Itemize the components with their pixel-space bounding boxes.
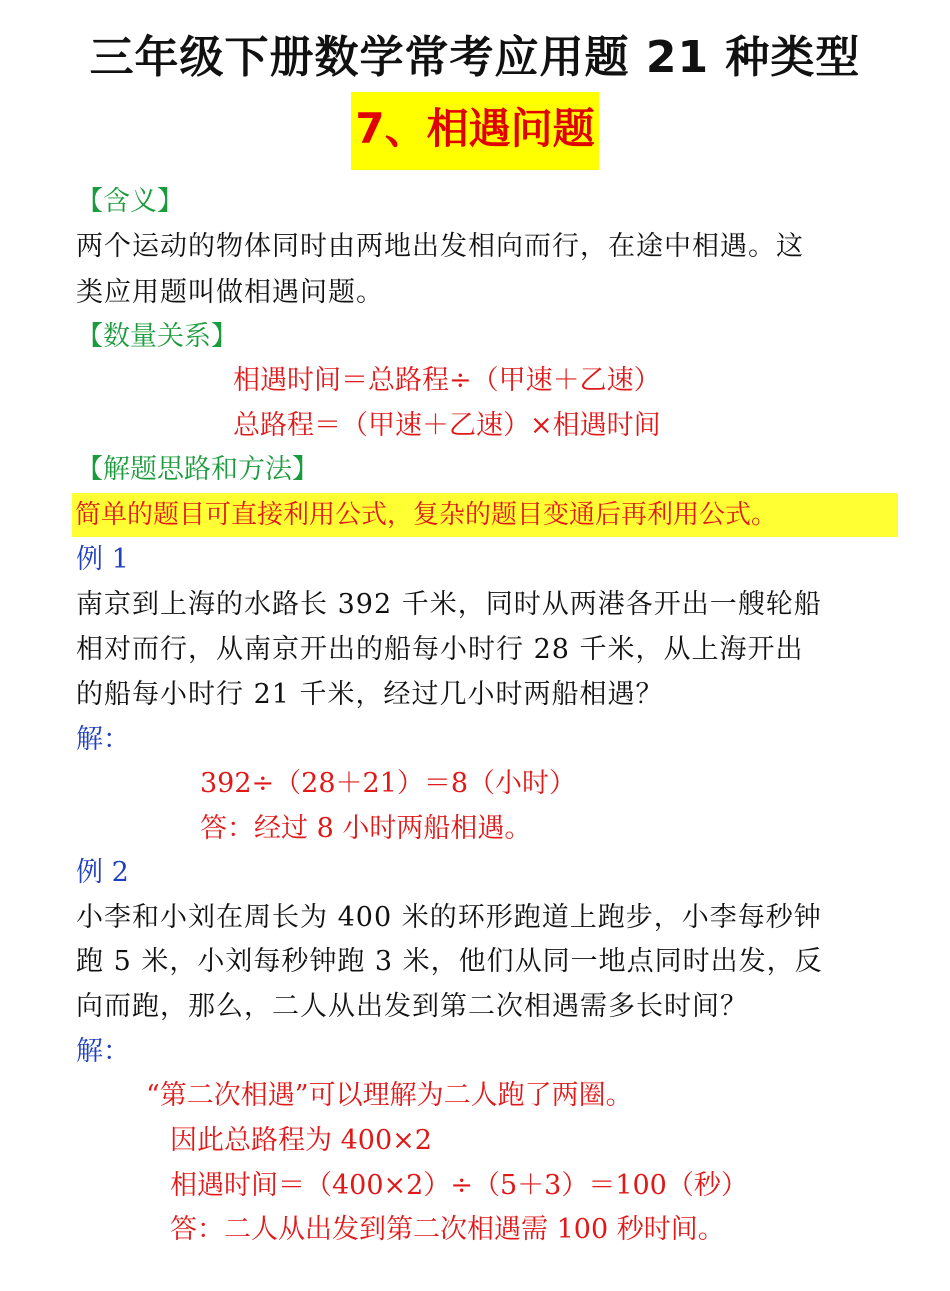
example-2-solution-line-2: 因此总路程为 400×2 xyxy=(170,1125,432,1156)
method-highlight: 简单的题目可直接利用公式，复杂的题目变通后再利用公式。 xyxy=(72,493,898,537)
example-2-solution-line-3: 相遇时间＝（400×2）÷（5＋3）＝100（秒） xyxy=(170,1170,748,1201)
section-title: 7、相遇问题 xyxy=(351,92,598,170)
example-1-problem-line-1: 南京到上海的水路长 392 千米，同时从两港各开出一艘轮船 xyxy=(76,589,822,620)
subtitle-banner xyxy=(0,92,950,170)
example-1-answer: 答：经过 8 小时两船相遇。 xyxy=(200,813,532,844)
meaning-line-1: 两个运动的物体同时由两地出发相向而行，在途中相遇。这 xyxy=(76,231,804,262)
example-1-problem-line-2: 相对而行，从南京开出的船每小时行 28 千米，从上海开出 xyxy=(76,634,804,665)
example-1-solution-label: 解： xyxy=(76,724,130,755)
example-2-label: 例 2 xyxy=(76,857,129,888)
example-2-solution-line-1: “第二次相遇”可以理解为二人跑了两圈。 xyxy=(146,1080,633,1111)
example-2-problem-line-1: 小李和小刘在周长为 400 米的环形跑道上跑步，小李每秒钟 xyxy=(76,902,822,933)
example-2-problem-line-2: 跑 5 米，小刘每秒钟跑 3 米，他们从同一地点同时出发，反 xyxy=(76,946,823,977)
meaning-heading: 【含义】 xyxy=(76,186,184,217)
relations-heading: 【数量关系】 xyxy=(76,321,238,352)
method-heading: 【解题思路和方法】 xyxy=(76,454,319,485)
meaning-line-2: 类应用题叫做相遇问题。 xyxy=(76,277,384,308)
example-2-solution-label: 解： xyxy=(76,1036,130,1067)
example-1-problem-line-3: 的船每小时行 21 千米，经过几小时两船相遇？ xyxy=(76,679,664,710)
formula-2: 总路程＝（甲速＋乙速）×相遇时间 xyxy=(233,410,661,441)
formula-1: 相遇时间＝总路程÷（甲速＋乙速） xyxy=(233,365,661,396)
example-1-solution-line-1: 392÷（28＋21）＝8（小时） xyxy=(200,768,577,799)
example-1-label: 例 1 xyxy=(76,544,129,575)
example-2-answer: 答：二人从出发到第二次相遇需 100 秒时间。 xyxy=(170,1214,725,1245)
example-2-problem-line-3: 向而跑，那么，二人从出发到第二次相遇需多长时间？ xyxy=(76,991,748,1022)
page-title: 三年级下册数学常考应用题 21 种类型 xyxy=(89,32,861,83)
